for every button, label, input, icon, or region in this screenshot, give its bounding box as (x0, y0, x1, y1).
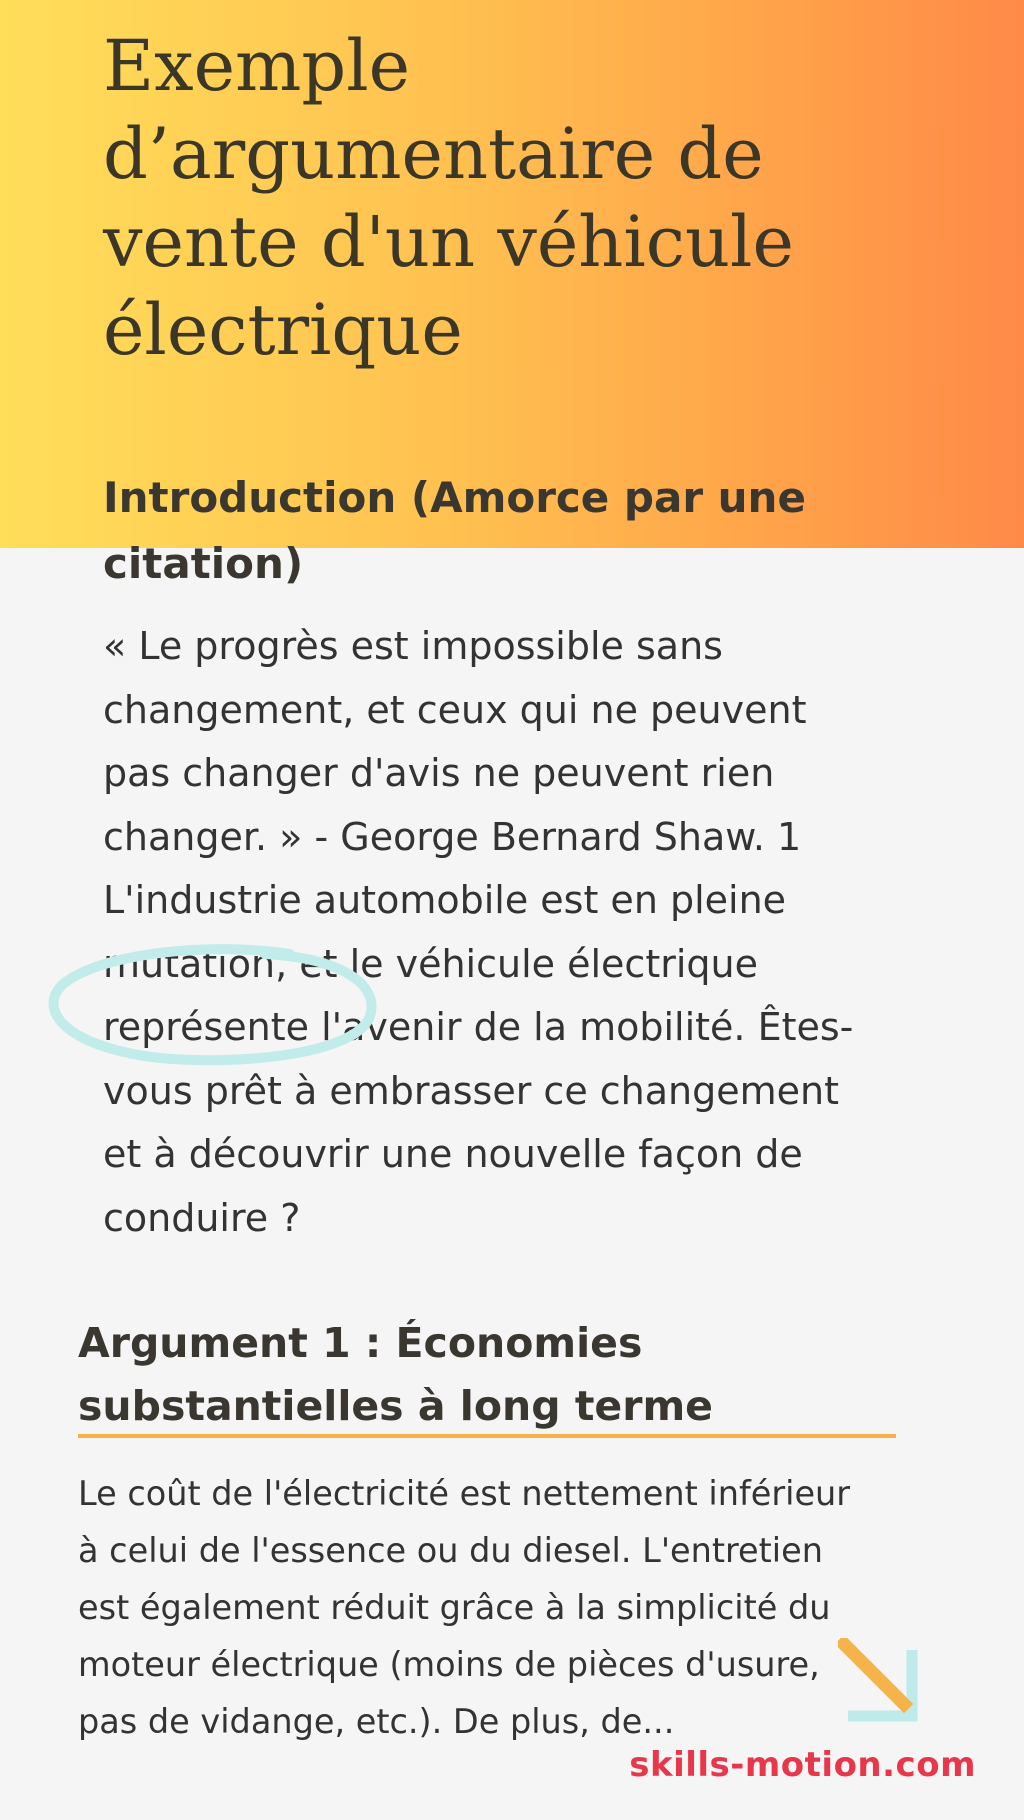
watermark: skills-motion.com (629, 1745, 976, 1785)
arrow-diagonal-icon (838, 1638, 922, 1722)
quote-line: « Le progrès est impossible sans (103, 624, 723, 668)
title-line: d’argumentaire de (103, 113, 764, 195)
title-line: électrique (103, 289, 463, 371)
title-line: Exemple (103, 25, 411, 107)
highlight-circle-annotation (40, 940, 390, 1070)
quote-line: changement, et ceux qui ne peuvent (103, 687, 807, 732)
heading-underline (78, 1434, 896, 1438)
intro-quote-paragraph (103, 615, 923, 1250)
argument-1-heading (78, 1312, 898, 1438)
quote-line: pas changer d'avis ne peuvent rien (103, 751, 775, 795)
quote-line: changer. » - George Bernard Shaw. 1 (103, 814, 802, 859)
body-line: à celui de l'essence ou du diesel. L'entretien (78, 1531, 823, 1570)
quote-line: mutation, et le véhicule électrique (103, 941, 758, 986)
body-line: pas de vidange, etc.). De plus, de... (78, 1702, 675, 1741)
quote-line: et à découvrir une nouvelle façon de (103, 1132, 803, 1176)
intro-heading-line: citation) (103, 539, 304, 588)
intro-heading (103, 465, 863, 597)
intro-heading-line: Introduction (Amorce par une (103, 473, 806, 522)
quote-line: L'industrie automobile est en pleine (103, 878, 787, 922)
title-line: vente d'un véhicule (103, 201, 794, 283)
body-line: Le coût de l'électricité est nettement inférieur (78, 1474, 851, 1513)
quote-line: représente l'avenir de la mobilité. Êtes- (103, 1005, 854, 1049)
quote-line: conduire ? (103, 1195, 301, 1240)
argument-1-body (78, 1465, 928, 1750)
quote-line: vous prêt à embrasser ce changement (103, 1068, 840, 1113)
body-line: moteur électrique (moins de pièces d'usure, (78, 1645, 820, 1684)
argument-heading-line: Argument 1 : Économies (78, 1319, 643, 1367)
body-line: est également réduit grâce à la simplicité du (78, 1588, 831, 1627)
argument-heading-line: substantielles à long terme (78, 1382, 713, 1430)
page-title (103, 22, 923, 374)
